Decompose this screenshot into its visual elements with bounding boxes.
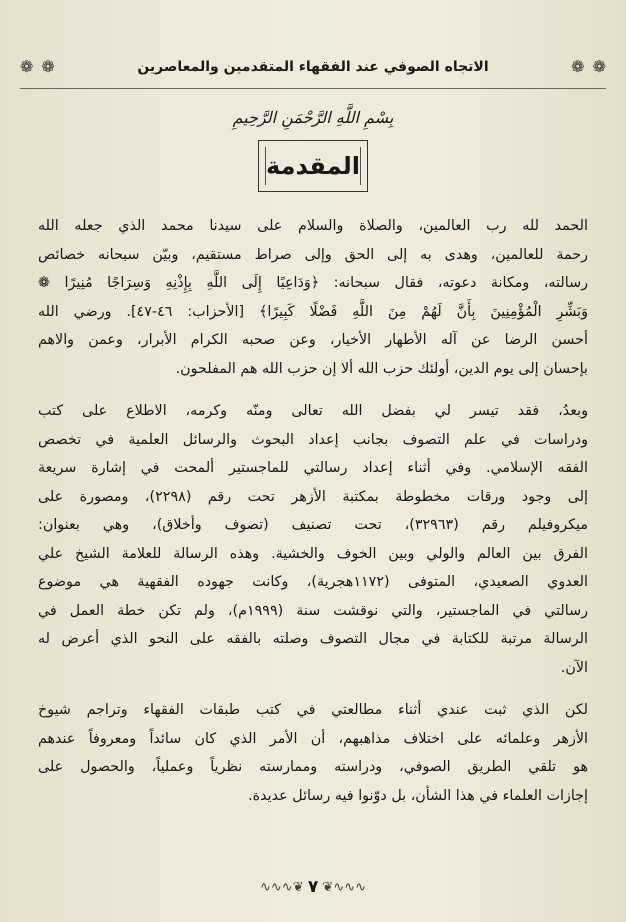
- text-line: رحمة للعالمين، وهدى به إلى الحق وإلى صراط مستقيم، وبيّن سبحانه خصائص: [38, 246, 588, 263]
- text-line: وبعدُ، فقد تيسر لي بفضل الله تعالى ومنّه وكرمه، الاطلاع على كتب: [38, 403, 588, 419]
- text-line: رسالتي في الماجستير، والتي نوقشت سنة (١٩٩٩م)، ولم تكن خطة العمل في: [38, 602, 588, 619]
- body-text: [38, 212, 588, 824]
- text-line: الفقه الإسلامي. وفي أثناء إعداد رسالتي للماجستير ألمحت في إشارة سريعة: [38, 460, 588, 476]
- running-header: [20, 50, 606, 84]
- header-ornament-right: [571, 59, 606, 75]
- footer-ornament-right: ∿∿∿❦: [322, 879, 366, 895]
- paragraph: [38, 696, 588, 810]
- text-line: لكن الذي ثبت عندي أثناء مطالعتي في كتب طبقات الفقهاء وتراجم شيوخ: [38, 702, 588, 718]
- text-line: الآن.: [560, 659, 588, 676]
- header-title: الاتجاه الصوفي عند الفقهاء المتقدمين والمعاصرين: [137, 59, 489, 75]
- text-line: الأزهر وعلمائه على اختلاف مذاهبهم، أن الأمر الذي كان سائداً ومعروفاً عندهم: [38, 730, 588, 747]
- text-line: رسالته، ومكانة دعوته، فقال سبحانه: ﴿وَدَاعِيًا إِلَى اللَّهِ بِإِذْنِهِ وَسِرَاجًا مُنِيرًا ❁: [38, 275, 588, 291]
- text-line: إلى وجود ورقات مخطوطة بمكتبة الأزهر تحت رقم (٢٢٩٨)، ومصورة على: [38, 488, 588, 505]
- text-line: العدوي الصعيدي، المتوفى (١١٧٢هجرية)، وكانت جهوده الفقهية هي موضوع: [38, 574, 588, 590]
- page-footer: [260, 877, 366, 897]
- header-ornament-left: [20, 59, 55, 75]
- section-title: المقدمة: [266, 152, 360, 180]
- text-line: هو تلقي الطريق الصوفي، ودراسته وممارسته نظرياً وعملياً، والحصول على: [38, 759, 588, 775]
- text-line: أحسن الرضا عن آله الأطهار الأخيار، وعن صحبه الكرام الأبرار، وعمن والاهم: [38, 332, 588, 348]
- floral-ornament-icon: ❁: [41, 57, 55, 76]
- floral-ornament-icon: ❁: [20, 57, 34, 76]
- text-line: الفرق بين العالم والولي وبين الخوف والخشية. وهذه الرسالة للعلامة الشيخ علي: [38, 545, 588, 562]
- text-line: إجازات العلماء في هذا الشأن، بل دوّنوا فيه رسائل عديدة.: [248, 787, 588, 804]
- text-line: وَبَشِّرِ الْمُؤْمِنِينَ بِأَنَّ لَهُمْ مِنَ اللَّهِ فَضْلًا كَبِيرًا﴾ [الأحزاب: ٤٦-٤٧]. ورضي الله: [38, 303, 588, 320]
- text-line: بإحسان إلى يوم الدين، أولئك حزب الله ألا إن حزب الله هم المفلحون.: [175, 360, 588, 377]
- text-line: الرسالة مرتبة للكتابة في مجال التصوف وصلته بالفقه على النحو الذي أعرض له: [38, 631, 588, 647]
- text-line: الحمد لله رب العالمين، والصلاة والسلام على سيدنا محمد الذي جعله الله: [38, 218, 588, 234]
- paragraph: [38, 212, 588, 383]
- text-line: ميكروفيلم رقم (٣٢٩٦٣)، تحت تصنيف (تصوف وأخلاق)، وهي بعنوان:: [38, 517, 588, 533]
- paragraph: [38, 397, 588, 682]
- floral-ornament-icon: ❁: [571, 57, 585, 76]
- floral-ornament-icon: ❁: [592, 57, 606, 76]
- footer-ornament-left: ❦∿∿∿: [260, 879, 304, 895]
- section-title-frame: [258, 140, 368, 192]
- basmala: بِسْمِ اللَّهِ الرَّحْمَنِ الرَّحِيمِ: [232, 108, 394, 127]
- header-divider: [20, 88, 606, 89]
- page-number: ٧: [307, 877, 319, 897]
- text-line: ودراسات في علم التصوف بجانب إعداد البحوث والرسائل العلمية في تخصص: [38, 431, 588, 448]
